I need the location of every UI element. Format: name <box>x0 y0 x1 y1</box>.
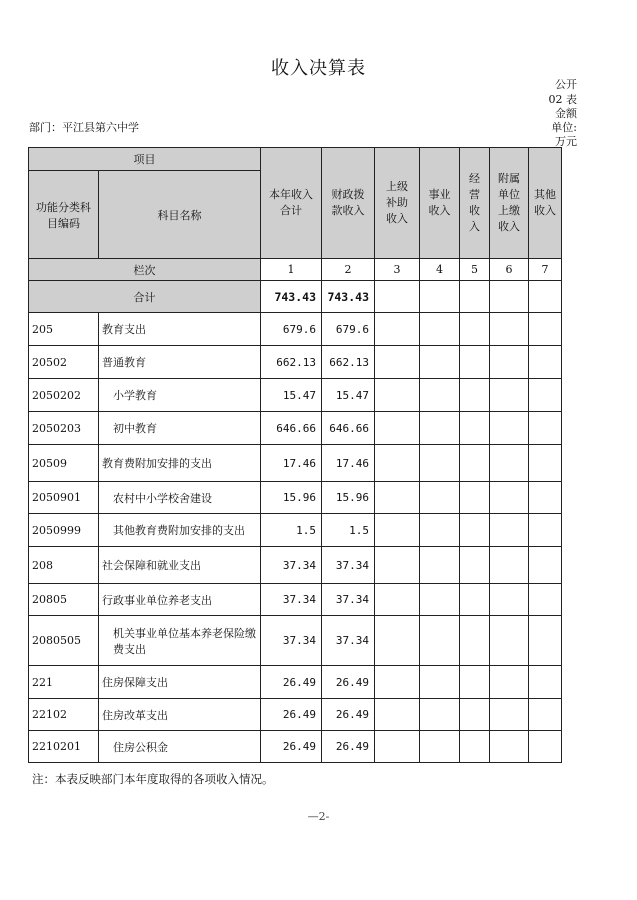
header-superior-subsidy: 上级 补助 收入 <box>375 148 420 259</box>
header-name: 科目名称 <box>99 171 261 259</box>
empty-cell <box>460 346 490 379</box>
header-item: 项目 <box>29 148 261 171</box>
header-affiliate-income: 附属 单位 上缴 收入 <box>490 148 529 259</box>
header-operating-income: 经 营 收 入 <box>460 148 490 259</box>
empty-cell <box>490 666 529 699</box>
row-name: 教育费附加安排的支出 <box>99 445 261 482</box>
header-other-income: 其他 收入 <box>529 148 562 259</box>
row-name: 行政事业单位养老支出 <box>99 584 261 616</box>
row-name: 住房保障支出 <box>99 666 261 699</box>
row-total-income: 1.5 <box>261 514 322 547</box>
row-code: 22102 <box>29 699 99 731</box>
empty-cell <box>420 584 460 616</box>
empty-cell <box>490 281 529 313</box>
empty-cell <box>375 616 420 666</box>
column-number: 7 <box>529 259 562 281</box>
empty-cell <box>375 584 420 616</box>
row-fiscal-income: 646.66 <box>322 412 375 445</box>
row-total-income: 15.96 <box>261 482 322 514</box>
row-fiscal-income: 17.46 <box>322 445 375 482</box>
row-total-income: 662.13 <box>261 346 322 379</box>
row-name: 初中教育 <box>99 412 261 445</box>
row-total-income: 26.49 <box>261 699 322 731</box>
empty-cell <box>375 514 420 547</box>
table-row <box>29 547 562 584</box>
column-number: 6 <box>490 259 529 281</box>
row-fiscal-income: 15.96 <box>322 482 375 514</box>
row-code: 208 <box>29 547 99 584</box>
empty-cell <box>420 379 460 412</box>
row-fiscal-income: 679.6 <box>322 313 375 346</box>
table-row <box>29 699 562 731</box>
row-total-income: 17.46 <box>261 445 322 482</box>
empty-cell <box>529 346 562 379</box>
empty-cell <box>420 346 460 379</box>
row-fiscal-income: 662.13 <box>322 346 375 379</box>
empty-cell <box>420 281 460 313</box>
row-fiscal-income: 37.34 <box>322 584 375 616</box>
row-name: 住房改革支出 <box>99 699 261 731</box>
empty-cell <box>420 666 460 699</box>
empty-cell <box>529 482 562 514</box>
empty-cell <box>529 379 562 412</box>
empty-cell <box>529 616 562 666</box>
empty-cell <box>490 547 529 584</box>
empty-cell <box>490 482 529 514</box>
unit-label: 单位: <box>551 121 577 134</box>
table-row <box>29 445 562 482</box>
empty-cell <box>460 616 490 666</box>
column-number: 4 <box>420 259 460 281</box>
empty-cell <box>490 616 529 666</box>
empty-cell <box>375 281 420 313</box>
table-row <box>29 584 562 616</box>
table-row <box>29 514 562 547</box>
row-name: 小学教育 <box>99 379 261 412</box>
row-fiscal-income: 37.34 <box>322 547 375 584</box>
empty-cell <box>460 281 490 313</box>
row-name: 住房公积金 <box>99 731 261 763</box>
empty-cell <box>375 547 420 584</box>
form-number-label: 02 表 <box>548 93 577 106</box>
empty-cell <box>420 313 460 346</box>
empty-cell <box>375 445 420 482</box>
row-total-income: 679.6 <box>261 313 322 346</box>
row-fiscal-income: 1.5 <box>322 514 375 547</box>
row-name: 社会保障和就业支出 <box>99 547 261 584</box>
row-code: 20502 <box>29 346 99 379</box>
row-code: 2050999 <box>29 514 99 547</box>
empty-cell <box>375 482 420 514</box>
empty-cell <box>420 616 460 666</box>
row-fiscal-income: 15.47 <box>322 379 375 412</box>
empty-cell <box>529 313 562 346</box>
row-code: 205 <box>29 313 99 346</box>
row-total-income: 37.34 <box>261 547 322 584</box>
row-name: 普通教育 <box>99 346 261 379</box>
row-code: 2050901 <box>29 482 99 514</box>
row-fiscal-income: 37.34 <box>322 616 375 666</box>
table-row <box>29 616 562 666</box>
empty-cell <box>375 412 420 445</box>
header-total-income: 本年收入 合计 <box>261 148 322 259</box>
empty-cell <box>375 699 420 731</box>
empty-cell <box>490 514 529 547</box>
empty-cell <box>529 699 562 731</box>
row-total-income: 26.49 <box>261 666 322 699</box>
row-code: 20805 <box>29 584 99 616</box>
row-name: 农村中小学校舍建设 <box>99 482 261 514</box>
header-code: 功能分类科目编码 <box>29 171 99 259</box>
empty-cell <box>529 281 562 313</box>
income-table <box>28 147 562 763</box>
empty-cell <box>529 445 562 482</box>
column-index-label: 栏次 <box>29 259 261 281</box>
column-number: 5 <box>460 259 490 281</box>
total-income-value: 743.43 <box>261 281 322 313</box>
empty-cell <box>490 379 529 412</box>
empty-cell <box>460 584 490 616</box>
total-fiscal-value: 743.43 <box>322 281 375 313</box>
table-row <box>29 379 562 412</box>
empty-cell <box>490 699 529 731</box>
row-name: 教育支出 <box>99 313 261 346</box>
header-business-income: 事业 收入 <box>420 148 460 259</box>
empty-cell <box>420 699 460 731</box>
empty-cell <box>490 412 529 445</box>
empty-cell <box>420 514 460 547</box>
empty-cell <box>529 584 562 616</box>
empty-cell <box>529 514 562 547</box>
row-fiscal-income: 26.49 <box>322 731 375 763</box>
empty-cell <box>490 346 529 379</box>
empty-cell <box>529 412 562 445</box>
empty-cell <box>490 731 529 763</box>
empty-cell <box>490 313 529 346</box>
empty-cell <box>460 547 490 584</box>
row-code: 221 <box>29 666 99 699</box>
column-number: 3 <box>375 259 420 281</box>
empty-cell <box>375 731 420 763</box>
empty-cell <box>420 547 460 584</box>
department-label: 部门：平江县第六中学 <box>29 121 139 134</box>
column-number: 2 <box>322 259 375 281</box>
page-title: 收入决算表 <box>271 58 366 79</box>
row-total-income: 26.49 <box>261 731 322 763</box>
empty-cell <box>529 666 562 699</box>
table-row <box>29 346 562 379</box>
empty-cell <box>460 699 490 731</box>
page-number: —2- <box>307 810 330 823</box>
header-fiscal-income: 财政拨 款收入 <box>322 148 375 259</box>
row-total-income: 15.47 <box>261 379 322 412</box>
table-note: 注：本表反映部门本年度取得的各项收入情况。 <box>32 772 274 786</box>
empty-cell <box>490 584 529 616</box>
empty-cell <box>460 412 490 445</box>
empty-cell <box>460 731 490 763</box>
column-number: 1 <box>261 259 322 281</box>
empty-cell <box>460 666 490 699</box>
empty-cell <box>460 514 490 547</box>
amount-label: 金额 <box>555 107 577 120</box>
row-fiscal-income: 26.49 <box>322 666 375 699</box>
empty-cell <box>420 482 460 514</box>
table-row <box>29 482 562 514</box>
row-total-income: 37.34 <box>261 616 322 666</box>
empty-cell <box>420 445 460 482</box>
empty-cell <box>375 313 420 346</box>
row-name: 其他教育费附加安排的支出 <box>99 514 261 547</box>
empty-cell <box>460 313 490 346</box>
unit-value: 万元 <box>555 135 577 148</box>
empty-cell <box>375 666 420 699</box>
row-code: 2210201 <box>29 731 99 763</box>
row-code: 20509 <box>29 445 99 482</box>
table-row <box>29 666 562 699</box>
total-label: 合计 <box>29 281 261 313</box>
table-row <box>29 313 562 346</box>
table-row <box>29 731 562 763</box>
empty-cell <box>375 346 420 379</box>
row-code: 2050202 <box>29 379 99 412</box>
form-public-label: 公开 <box>555 78 577 91</box>
empty-cell <box>529 731 562 763</box>
row-total-income: 37.34 <box>261 584 322 616</box>
empty-cell <box>460 482 490 514</box>
row-fiscal-income: 26.49 <box>322 699 375 731</box>
empty-cell <box>375 379 420 412</box>
row-code: 2050203 <box>29 412 99 445</box>
empty-cell <box>490 445 529 482</box>
empty-cell <box>529 547 562 584</box>
row-name: 机关事业单位基本养老保险缴费支出 <box>99 616 261 666</box>
row-code: 2080505 <box>29 616 99 666</box>
empty-cell <box>460 379 490 412</box>
row-total-income: 646.66 <box>261 412 322 445</box>
table-row <box>29 412 562 445</box>
empty-cell <box>420 412 460 445</box>
empty-cell <box>420 731 460 763</box>
empty-cell <box>460 445 490 482</box>
